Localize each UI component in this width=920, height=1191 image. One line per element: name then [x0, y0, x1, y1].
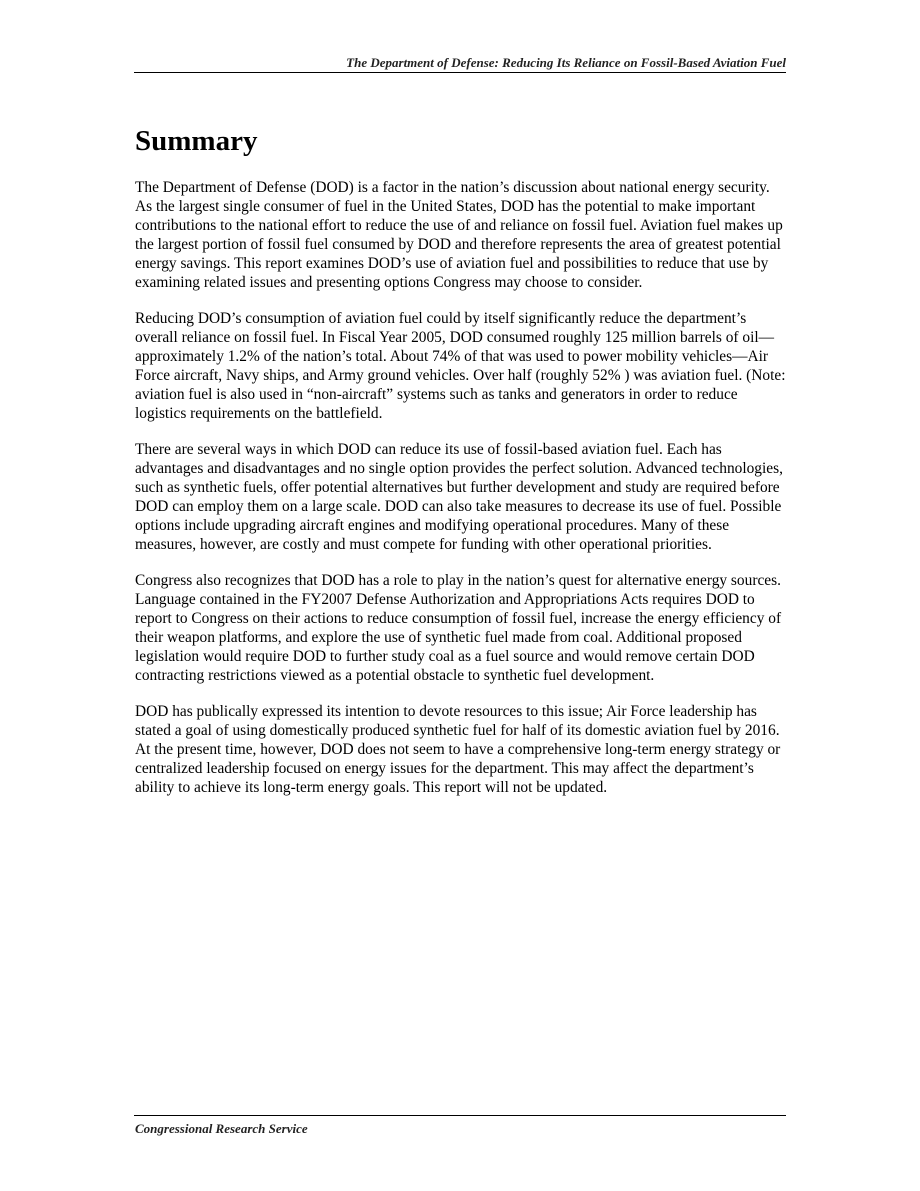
- paragraph-2: Reducing DOD’s consumption of aviation fuel could by itself significantly reduce the department’s overall reliance on fossil fuel. In Fiscal Year 2005, DOD consumed roughly 125 million barrels of oil—approximately 1.2% of the nation’s total. About 74% of that was used to power mobility vehicles—Air Force aircraft, Navy ships, and Army ground vehicles. Over half (roughly 52% ) was aviation fuel. (Note: aviation fuel is also used in “non-aircraft” systems such as tanks and generators in order to reduce logistics requirements on the battlefield.: [135, 310, 786, 422]
- footer-divider: [134, 1115, 786, 1116]
- header-divider: [134, 72, 786, 73]
- running-footer: Congressional Research Service: [135, 1121, 308, 1136]
- paragraph-5: DOD has publically expressed its intention to devote resources to this issue; Air Force leadership has stated a goal of using domestically produced synthetic fuel for half of its domestic aviation fuel by 2016. At the present time, however, DOD does not seem to have a comprehensive long-term energy strategy or centralized leadership focused on energy issues for the department. This may affect the department’s ability to achieve its long-term energy goals. This report will not be updated.: [135, 703, 781, 796]
- running-header: The Department of Defense: Reducing Its Reliance on Fossil-Based Aviation Fuel: [346, 55, 786, 70]
- paragraph-4: Congress also recognizes that DOD has a role to play in the nation’s quest for alternative energy sources. Language contained in the FY2007 Defense Authorization and Appropriations Acts requires DOD to report to Congress on their actions to reduce consumption of fossil fuel, increase the energy efficiency of their weapon platforms, and explore the use of synthetic fuel made from coal. Additional proposed legislation would require DOD to further study coal as a fuel source and would remove certain DOD contracting restrictions viewed as a potential obstacle to synthetic fuel development.: [135, 572, 782, 684]
- paragraph-1: The Department of Defense (DOD) is a factor in the nation’s discussion about national energy security. As the largest single consumer of fuel in the United States, DOD has the potential to make important contributions to the national effort to reduce the use of and reliance on fossil fuel. Aviation fuel makes up the largest portion of fossil fuel consumed by DOD and therefore represents the area of greatest potential energy savings. This report examines DOD’s use of aviation fuel and possibilities to reduce that use by examining related issues and presenting options Congress may choose to consider.: [135, 179, 783, 291]
- paragraph-3: There are several ways in which DOD can reduce its use of fossil-based aviation fuel. Each has advantages and disadvantages and no single option provides the perfect solution. Advanced technologies, such as synthetic fuels, offer potential alternatives but further development and study are required before DOD can employ them on a large scale. DOD can also take measures to decrease its use of fuel. Possible options include upgrading aircraft engines and modifying operational procedures. Many of these measures, however, are costly and must compete for funding with other operational priorities.: [135, 441, 783, 553]
- page-title: Summary: [135, 125, 258, 157]
- summary-body: [135, 178, 787, 814]
